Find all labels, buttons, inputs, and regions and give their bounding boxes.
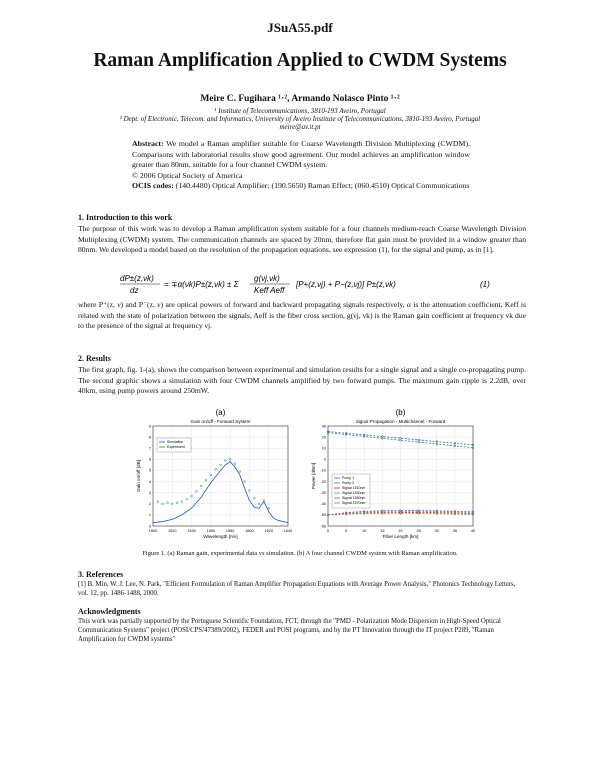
data-point bbox=[157, 501, 159, 503]
data-point bbox=[205, 480, 207, 482]
legend-entry: Pump 1 bbox=[342, 476, 355, 480]
intro-paragraph-2: where P⁺(z, ν) and P⁻(z, ν) are optical powers of forward and backward propagating signals respectively, α is the attenuation coefficient, Keff is related with the state of polarization between the signals, Aeff is the fiber cross section, g(νj, νk) is the Raman gain coefficient at frequency νk due to the presence of the signal at frequency νj. bbox=[78, 300, 526, 330]
equation-graphic bbox=[120, 270, 540, 298]
authors: Meire C. Fugihara ¹·², Armando Nolasco Pinto ¹·² bbox=[200, 94, 400, 104]
chart-b bbox=[300, 408, 485, 548]
data-point bbox=[186, 498, 188, 500]
x-axis-label: Wavelength [nm] bbox=[203, 534, 238, 539]
figure-caption: Figure 1. (a) Raman gain, experimental data vs simulation. (b) A four channel CWDM system with Raman amplification. bbox=[142, 550, 458, 557]
legend-entry: Experiment bbox=[167, 445, 185, 449]
panel-label: (a) bbox=[215, 408, 226, 417]
x-tick-label: 1540 bbox=[187, 529, 196, 533]
y-tick-label: -30 bbox=[320, 490, 326, 495]
x-tick-label: 1640 bbox=[283, 529, 293, 533]
data-point bbox=[215, 468, 217, 470]
x-tick-label: 1620 bbox=[264, 529, 273, 533]
section-results-heading: 2. Results bbox=[78, 354, 111, 363]
section-references-heading: 3. References bbox=[78, 570, 124, 579]
eq-rhs-2: [P+(z,νj) + P−(z,νj)] P±(z,νk) bbox=[296, 280, 396, 289]
y-axis-label: Gain on/off [dB] bbox=[136, 460, 141, 492]
y-tick-label: 1 bbox=[148, 513, 151, 518]
ocis-label: OCIS codes: bbox=[132, 181, 174, 190]
data-point bbox=[253, 497, 255, 499]
acknowledgments-heading: Acknowledgments bbox=[78, 607, 141, 616]
y-tick-label: 7 bbox=[148, 446, 151, 451]
y-tick-label: 9 bbox=[148, 424, 151, 429]
y-tick-label: -10 bbox=[320, 468, 326, 473]
x-tick-label: 20 bbox=[398, 529, 403, 533]
abstract bbox=[132, 139, 470, 192]
legend-entry: Signal 1570nm bbox=[342, 501, 366, 505]
x-axis-label: Fiber Length [km] bbox=[382, 534, 419, 539]
paper-id: JSuA55.pdf bbox=[267, 20, 333, 35]
y-tick-label: 20 bbox=[321, 435, 326, 440]
y-tick-label: -50 bbox=[320, 513, 326, 518]
affiliation-1: ¹ Institute of Telecommunications, 3810-193 Aveiro, Portugal bbox=[214, 107, 386, 115]
section-intro-heading: 1. Introduction to this work bbox=[78, 213, 173, 222]
y-tick-label: 4 bbox=[148, 479, 151, 484]
acknowledgments-text: This work was partially supported by the Portuguese Scientific Foundation, FCT, through the "PMD - Polarization Mode Dispersion in High-Speed Optical Communication Systems" project (POSI/CPS/47389/2002), FEDER and POSI programs, and by the PT Innovation through the IT project P289, "Raman Amplification for CWDM systems" bbox=[78, 618, 501, 643]
data-point bbox=[239, 471, 241, 473]
data-point bbox=[234, 463, 236, 465]
copyright: © 2006 Optical Society of America bbox=[132, 170, 243, 180]
chart-title: Signal Propagation - Multichannel - Forward bbox=[355, 419, 446, 424]
x-tick-label: 1560 bbox=[206, 529, 216, 533]
x-tick-label: 10 bbox=[362, 529, 367, 533]
equation-1 bbox=[120, 270, 540, 298]
x-tick-label: 1600 bbox=[245, 529, 254, 533]
data-point bbox=[176, 502, 178, 504]
x-tick-label: 1520 bbox=[168, 529, 177, 533]
chart-a bbox=[125, 408, 300, 548]
y-axis-label: Power [dBm] bbox=[311, 462, 316, 490]
y-tick-label: 3 bbox=[148, 490, 151, 495]
panel-label: (b) bbox=[395, 408, 406, 417]
ocis-text: (140.4480) Optical Amplifier; (190.5650) Raman Effect; (060.4510) Optical Communications bbox=[173, 181, 470, 190]
y-tick-label: 5 bbox=[148, 468, 151, 473]
x-tick-label: 40 bbox=[470, 529, 476, 533]
y-tick-label: -20 bbox=[320, 479, 326, 484]
x-tick-label: 1580 bbox=[225, 529, 235, 533]
eq-lhs-numerator: dP±(z,νk) bbox=[120, 274, 154, 283]
y-tick-label: 8 bbox=[148, 435, 151, 440]
y-tick-label: 10 bbox=[321, 446, 326, 451]
x-tick-label: 1500 bbox=[148, 529, 158, 533]
affiliation-2: ² Dept. of Electronic, Telecom. and Informatics, University of Aveiro Institute of Telecommunications, 3810-193 Aveiro, Portugal bbox=[119, 115, 481, 123]
legend-entry: Signal 1510nm bbox=[342, 486, 366, 490]
y-tick-label: 0 bbox=[323, 457, 326, 462]
intro-paragraph-1: The purpose of this work was to develop a Raman amplification system suitable for a four channels medium-reach Coarse Wavelength Division Multiplexing (CWDM) system. The communication channels are spaced by 20nm, therefore flat gain must be provided in a window greater than 80nm. We developed a model based on the resolution of the propagation equations, see expression (1), for the signal and pump, as in [1]. bbox=[78, 224, 526, 254]
legend-entry: Pump 2 bbox=[342, 481, 355, 485]
data-point bbox=[167, 502, 169, 504]
eq-lhs-denominator: dz bbox=[130, 286, 139, 295]
abstract-text: We model a Raman amplifier suitable for Coarse Wavelength Division Multiplexing (CWDM). Comparisons with laboratorial results show good agreement. Our model achieves an amplification window greater than 80nm, suitable for a four channel CWDM system. bbox=[132, 139, 470, 169]
data-point bbox=[195, 491, 197, 493]
y-tick-label: 6 bbox=[148, 457, 151, 462]
abstract-label: Abstract: bbox=[132, 139, 164, 148]
x-tick-label: 15 bbox=[380, 529, 385, 533]
legend-entry: Signal 1530nm bbox=[342, 491, 366, 495]
data-point bbox=[220, 464, 222, 466]
data-point bbox=[181, 501, 183, 503]
series-line-simulation bbox=[153, 462, 288, 523]
x-tick-label: 35 bbox=[452, 529, 457, 533]
eq-rhs-1: = ∓α(νk)P±(z,νk) ± Σ bbox=[164, 280, 239, 289]
x-tick-label: 5 bbox=[345, 529, 348, 533]
x-tick-label: 25 bbox=[416, 529, 421, 533]
y-tick-label: 2 bbox=[148, 502, 151, 507]
eq-number: (1) bbox=[480, 280, 490, 289]
ocis-codes bbox=[132, 181, 470, 192]
y-tick-label: 0 bbox=[148, 524, 151, 529]
data-point bbox=[224, 460, 226, 462]
legend-entry: Simulation bbox=[167, 440, 184, 444]
data-point bbox=[200, 485, 202, 487]
eq-gain-num: g(νj,νk) bbox=[254, 274, 280, 283]
y-tick-label: -40 bbox=[320, 502, 326, 507]
y-tick-label: -60 bbox=[320, 524, 326, 529]
eq-gain-den: Keff Aeff bbox=[254, 286, 285, 295]
chart-title: Gain on/off - Forward System bbox=[190, 419, 251, 424]
author-email: meire@av.it.pt bbox=[279, 123, 321, 131]
reference-1: [1] B. Min, W. J. Lee, N. Park, "Efficient Formulation of Raman Amplifier Propagation Equations with Average Power Analysis," Photonics Technology Letters, vol. 12, pp. 1486-1488, 2000. bbox=[78, 581, 516, 597]
x-tick-label: 30 bbox=[434, 529, 439, 533]
results-paragraph: The first graph, fig. 1-(a), shows the comparison between experimental and simulation results for a single signal and a single co-propagating pump. The second graphic shows a simulation with four CWDM channels amplified by two forward pumps. The maximum gain ripple is 2.2dB, over 40km, using pump powers around 250mW. bbox=[78, 365, 526, 395]
paper-title: Raman Amplification Applied to CWDM Systems bbox=[93, 50, 507, 71]
y-tick-label: 30 bbox=[321, 424, 326, 429]
x-tick-label: 0 bbox=[326, 529, 330, 533]
legend-entry: Signal 1550nm bbox=[342, 496, 366, 500]
